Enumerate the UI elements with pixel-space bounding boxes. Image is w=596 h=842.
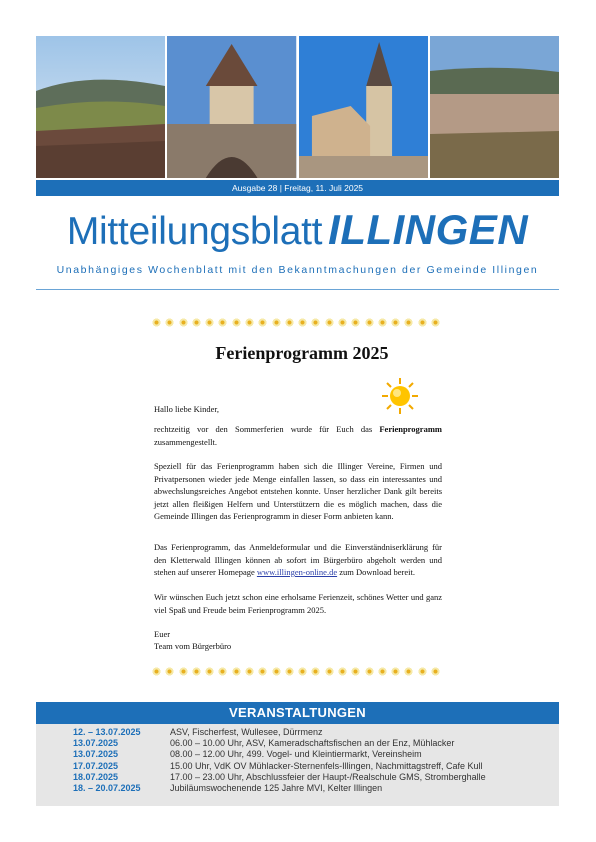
flower-icon <box>418 318 427 327</box>
event-date: 12. – 13.07.2025 <box>73 727 141 737</box>
flower-icon <box>378 318 387 327</box>
photo-town-panorama <box>430 36 559 178</box>
letter-greeting: Hallo liebe Kinder, <box>154 404 220 414</box>
event-date: 13.07.2025 <box>73 749 119 760</box>
flower-icon <box>272 318 281 327</box>
photo-church-tower-gate <box>167 36 296 178</box>
flower-icon <box>338 667 347 676</box>
events-list <box>36 724 559 806</box>
flower-icon <box>152 667 161 676</box>
event-date: 18. – 20.07.2025 <box>73 782 141 793</box>
masthead-divider <box>36 289 559 290</box>
event-row <box>36 783 559 794</box>
flower-icon <box>272 667 281 676</box>
flower-icon <box>311 667 320 676</box>
photo-vineyard-landscape <box>36 36 165 178</box>
flower-icon <box>245 318 254 327</box>
issue-bar: Ausgabe 28 | Freitag, 11. Juli 2025 <box>36 180 559 196</box>
flower-icon <box>165 318 174 327</box>
flower-icon <box>418 667 427 676</box>
flower-icon <box>391 667 400 676</box>
letter-paragraph-4: Wir wünschen Euch jetzt schon eine erholsame Ferienzeit, schönes Wetter und ganz viel Spaß und Freude beim Ferienprogramm 2025. <box>154 592 442 615</box>
events-header: VERANSTALTUNGEN <box>36 702 559 724</box>
event-description: ASV, Fischerfest, Wullesee, Dürrmenz <box>170 727 323 737</box>
masthead-subtitle: Unabhängiges Wochenblatt mit den Bekanntmachungen der Gemeinde Illingen <box>56 264 539 276</box>
letter-sign-team: Team vom Bürgerbüro <box>154 641 232 651</box>
flower-icon <box>245 667 254 676</box>
flower-icon <box>431 667 440 676</box>
flower-icon <box>285 318 294 327</box>
letter <box>154 343 442 364</box>
flower-icon <box>218 318 227 327</box>
flower-icon <box>365 667 374 676</box>
letter-bold-ferienprogramm: Ferienprogramm <box>379 424 442 434</box>
flower-border-bottom <box>152 662 440 680</box>
letter-sign-euer: Euer <box>154 629 171 639</box>
flower-icon <box>179 667 188 676</box>
event-row <box>36 761 559 772</box>
event-date: 17.07.2025 <box>73 760 119 771</box>
event-date: 13.07.2025 <box>73 738 119 749</box>
event-description: Jubiläumswochenende 125 Jahre MVI, Kelter Illingen <box>170 782 383 793</box>
flower-icon <box>258 667 267 676</box>
masthead-title: Mitteilungsblatt <box>66 210 323 253</box>
photo-strip <box>36 36 559 178</box>
flower-icon <box>325 667 334 676</box>
flower-icon <box>232 318 241 327</box>
flower-icon <box>232 667 241 676</box>
flower-icon <box>258 318 267 327</box>
flower-icon <box>285 667 294 676</box>
flower-icon <box>404 318 413 327</box>
flower-icon <box>365 318 374 327</box>
flower-icon <box>192 318 201 327</box>
event-description: 08.00 – 12.00 Uhr, 499. Vogel- und Kleintiermarkt, Vereinsheim <box>170 749 422 760</box>
event-description: 17.00 – 23.00 Uhr, Abschlussfeier der Haupt-/Realschule GMS, Stromberghalle <box>170 771 486 782</box>
letter-paragraph-2: Speziell für das Ferienprogramm haben sich die Illinger Vereine, Firmen und Privatpersonen wieder jede Menge einfallen lassen, so dass ein interessantes und abwechslungsreiches Angebot entstehen konnte. Unser herzlicher Dank gilt bereits jetzt allen fleißigen Helfern und Unterstützern die es möglich machen, dass die Gemeinde Illingen das Ferienprogramm in dieser Form anbieten kann. <box>154 461 442 521</box>
photo-church-steeple <box>299 36 428 178</box>
masthead <box>36 206 559 254</box>
flower-icon <box>351 667 360 676</box>
flower-icon <box>152 318 161 327</box>
event-description: 06.00 – 10.00 Uhr, ASV, Kameradschaftsfischen an der Enz, Mühlacker <box>170 738 455 749</box>
flower-border-top <box>152 313 440 331</box>
flower-icon <box>378 667 387 676</box>
flower-icon <box>218 667 227 676</box>
flower-icon <box>391 318 400 327</box>
flower-icon <box>351 318 360 327</box>
flower-icon <box>298 318 307 327</box>
masthead-town: ILLINGEN <box>328 206 529 253</box>
flower-icon <box>325 318 334 327</box>
letter-title: Ferienprogramm 2025 <box>215 343 389 363</box>
event-date: 18.07.2025 <box>73 771 119 782</box>
homepage-link[interactable]: www.illingen-online.de <box>256 567 338 577</box>
flower-icon <box>165 667 174 676</box>
flower-icon <box>404 667 413 676</box>
flower-icon <box>205 667 214 676</box>
flower-icon <box>205 318 214 327</box>
event-row <box>36 738 559 749</box>
letter-paragraph-3: Das Ferienprogramm, das Anmeldeformular und die Einverständniserklärung für den Kletterwald Illingen können ab sofort im Bürgerbüro abgeholt werden und stehen auf unserer Homepage www.illingen-online.de zum Download bereit. <box>154 542 442 577</box>
flower-icon <box>311 318 320 327</box>
flower-icon <box>298 667 307 676</box>
event-row <box>36 772 559 783</box>
flower-icon <box>192 667 201 676</box>
flower-icon <box>179 318 188 327</box>
flower-icon <box>431 318 440 327</box>
letter-paragraph-1: rechtzeitig vor den Sommerferien wurde für Euch das Ferienprogramm zusammengestellt. <box>154 424 442 447</box>
event-description: 15.00 Uhr, VdK OV Mühlacker-Sternenfels-Illingen, Nachmittagstreff, Cafe Kull <box>170 760 483 771</box>
event-row <box>36 749 559 760</box>
event-row <box>36 727 559 738</box>
flower-icon <box>338 318 347 327</box>
